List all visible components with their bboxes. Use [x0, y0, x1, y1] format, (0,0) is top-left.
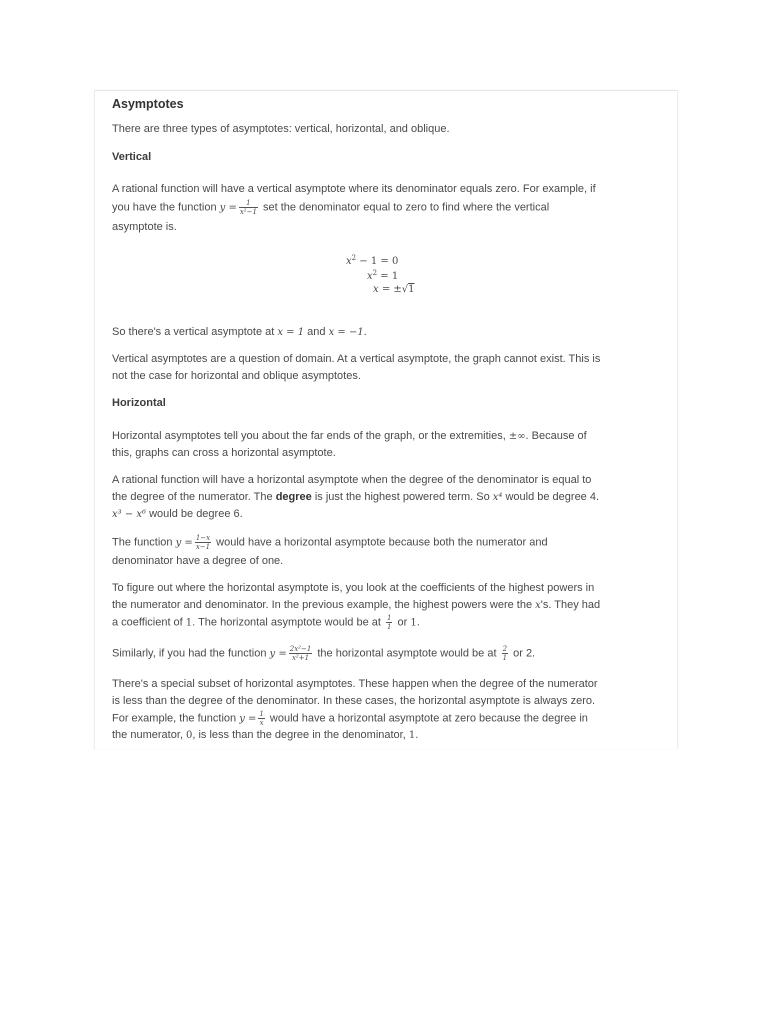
horizontal-paragraph-6d: the numerator, 0, is less than the degree in the denominator, 1.: [112, 729, 419, 741]
horizontal-paragraph-3b: denominator have a degree of one.: [112, 555, 284, 567]
fraction: $\frac{1}{\text{x²−1}}$: [239, 199, 257, 216]
horizontal-paragraph-6b: is less than the degree of the denominator. In these cases, the horizontal asymptote is always zero.: [112, 695, 596, 707]
content-card: [94, 90, 678, 749]
vertical-paragraph-3b: not the case for horizontal and oblique asymptotes.: [112, 370, 361, 382]
horizontal-paragraph-2a: A rational function will have a horizontal asymptote when the degree of the denominator is equal to: [112, 474, 592, 486]
horizontal-paragraph-1a: Horizontal asymptotes tell you about the far ends of the graph, or the extremities, ±∞. Because of: [112, 430, 587, 442]
vertical-paragraph-1c: asymptote is.: [112, 221, 177, 233]
horizontal-paragraph-1b: this, graphs can cross a horizontal asymptote.: [112, 447, 336, 459]
vertical-paragraph-3a: Vertical asymptotes are a question of domain. At a vertical asymptote, the graph cannot exist. This is: [112, 353, 601, 365]
equation-line-2: $x^2 = 1$: [367, 269, 399, 282]
fraction: $\frac{1-x}{x-1}$: [195, 534, 211, 551]
equation-line-3: x = ±√1: [373, 284, 415, 295]
horizontal-heading: Horizontal: [112, 397, 166, 409]
horizontal-paragraph-2b: the degree of the numerator. The degree is just the highest powered term. So x⁴ would be degree 4.: [112, 491, 600, 503]
vertical-paragraph-1b: you have the function y = $\frac{1}{\text{x²−1}}$ set the denominator equal to zero to find where the vertical: [112, 199, 550, 216]
horizontal-paragraph-3a: The function y = $\frac{1-x}{x-1}$ would have a horizontal asymptote because both the numerator and: [112, 534, 548, 551]
fraction: $\frac{1}{x}$: [259, 710, 264, 727]
horizontal-paragraph-2c: x³ − x⁶ would be degree 6.: [112, 508, 243, 520]
page-title: Asymptotes: [112, 97, 184, 111]
fraction: $\frac{2}{1}$: [502, 645, 508, 662]
fraction: $\frac{1}{1}$: [386, 614, 392, 631]
horizontal-paragraph-4b: the numerator and denominator. In the previous example, the highest powers were the x's. They had: [112, 599, 601, 611]
horizontal-paragraph-4a: To figure out where the horizontal asymptote is, you look at the coefficients of the highest powers in: [112, 582, 595, 594]
vertical-paragraph-2: So there's a vertical asymptote at x = 1 and x = −1.: [112, 326, 367, 338]
vertical-heading: Vertical: [112, 151, 152, 163]
horizontal-paragraph-6a: There's a special subset of horizontal asymptotes. These happen when the degree of the numerator: [112, 678, 598, 690]
fraction: $\frac{\text{2x²−1}}{\text{x²+1}}$: [289, 645, 312, 662]
vertical-paragraph-1a: A rational function will have a vertical asymptote where its denominator equals zero. For example, if: [112, 183, 596, 195]
horizontal-paragraph-4c: a coefficient of 1. The horizontal asymptote would be at $\frac{1}{1}$ or 1.: [112, 614, 420, 631]
equation-line-1: $x^2 - 1 = 0$: [346, 254, 399, 267]
horizontal-paragraph-6c: For example, the function y = $\frac{1}{x}$ would have a horizontal asymptote at zero because the degree in: [112, 710, 588, 727]
horizontal-paragraph-5: Similarly, if you had the function y = $\frac{\text{2x²−1}}{\text{x²+1}}$ the horizontal asymptote would be at $\frac{2}{1}$ or 2.: [112, 645, 536, 662]
intro-text: There are three types of asymptotes: vertical, horizontal, and oblique.: [112, 123, 450, 135]
